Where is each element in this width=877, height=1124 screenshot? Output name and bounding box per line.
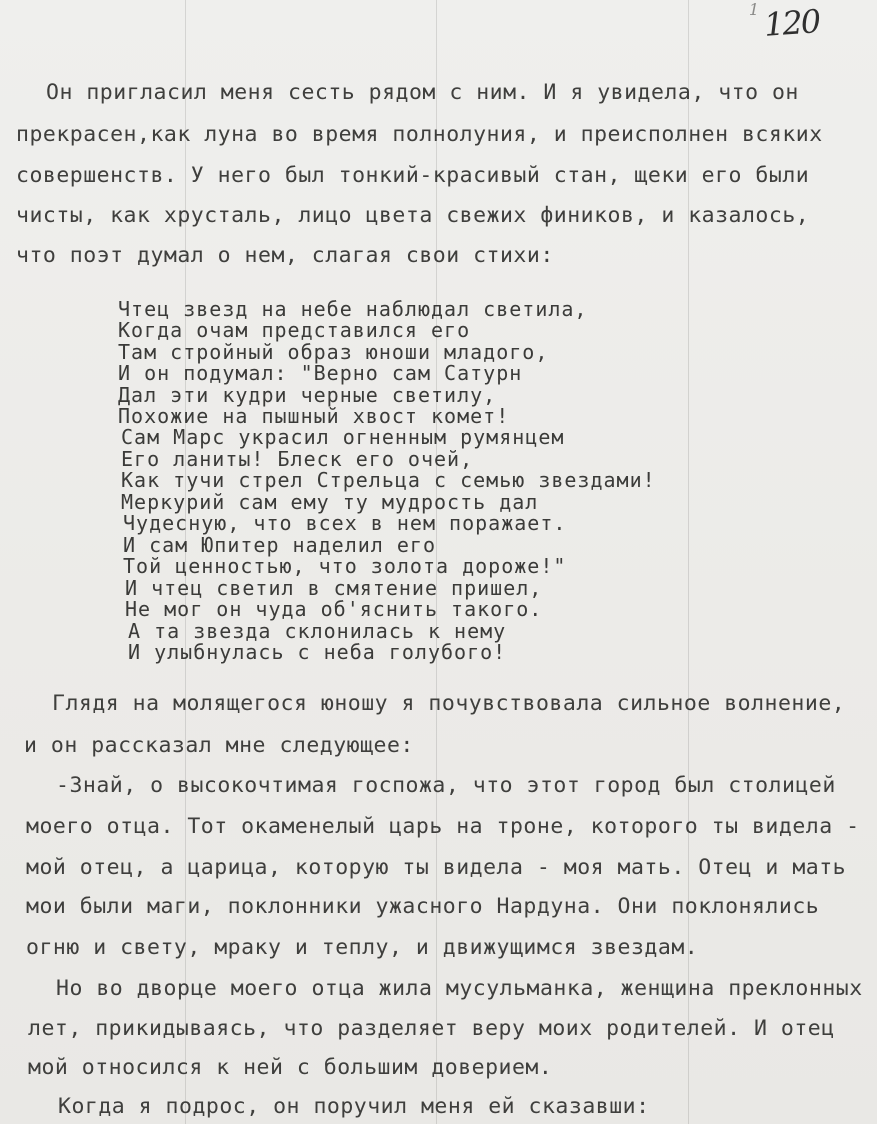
- text-line: -Знай, о высокочтимая госпожа, что этот город был столицей: [56, 773, 836, 798]
- poem-line: Его ланиты! Блеск его очей,: [121, 447, 474, 471]
- poem-line: Как тучи стрел Стрельца с семью звездами!: [121, 468, 656, 492]
- poem-line: Чудесную, что всех в нем поражает.: [123, 511, 567, 535]
- text-line: мой относился к ней с большим доверием.: [28, 1055, 553, 1080]
- poem-line: Похожие на пышный хвост комет!: [118, 404, 510, 428]
- text-line: мой отец, а царица, которую ты видела - моя мать. Отец и мать: [26, 855, 847, 880]
- text-line: моего отца. Тот окаменелый царь на троне, которого ты видела -: [26, 814, 860, 839]
- poem-line: Меркурий сам ему ту мудрость дал: [121, 490, 539, 514]
- poem-line: И сам Юпитер наделил его: [123, 533, 436, 557]
- poem-line: Когда очам представился его: [118, 318, 471, 342]
- poem-line: Той ценностью, что золота дороже!": [123, 554, 567, 578]
- poem-line: Дал эти кудри черные светилу,: [118, 383, 497, 407]
- page-number-ghost: 1: [748, 0, 759, 19]
- text-line: совершенств. У него был тонкий-красивый стан, щеки его были: [16, 163, 810, 188]
- poem-line: Сам Марс украсил огненным румянцем: [121, 425, 565, 449]
- poem-line: И он подумал: "Верно сам Сатурн: [118, 361, 523, 385]
- poem-line: Чтец звезд на небе наблюдал светила,: [118, 297, 588, 321]
- poem-line: И чтец светил в смятение пришел,: [125, 576, 543, 600]
- text-line: огню и свету, мраку и теплу, и движущимся звездам.: [26, 935, 699, 960]
- text-line: что поэт думал о нем, слагая свои стихи:: [16, 243, 554, 268]
- poem-line: Там стройный образ юноши младого,: [118, 340, 549, 364]
- text-line: Глядя на молящегося юношу я почувствовала сильное волнение,: [52, 691, 846, 716]
- text-line: и он рассказал мне следующее:: [24, 733, 414, 758]
- poem-line: Не мог он чуда об'яснить такого.: [125, 597, 543, 621]
- poem-line: И улыбнулась с неба голубого!: [128, 640, 507, 664]
- text-line: Он пригласил меня сесть рядом с ним. И я увидела, что он: [46, 80, 799, 105]
- text-line: лет, прикидываясь, что разделяет веру моих родителей. И отец: [28, 1016, 835, 1041]
- text-line: Когда я подрос, он поручил меня ей сказавши:: [58, 1094, 650, 1119]
- text-line: прекрасен,как луна во время полнолуния, и преисполнен всяких: [16, 122, 823, 147]
- page-number: 120: [762, 2, 821, 44]
- poem-line: А та звезда склонилась к нему: [128, 619, 507, 643]
- text-line: чисты, как хрусталь, лицо цвета свежих фиников, и казалось,: [16, 203, 810, 228]
- text-line: Но во дворце моего отца жила мусульманка, женщина преклонных: [56, 976, 863, 1001]
- text-line: мои были маги, поклонники ужасного Нардуна. Они поклонялись: [26, 894, 820, 919]
